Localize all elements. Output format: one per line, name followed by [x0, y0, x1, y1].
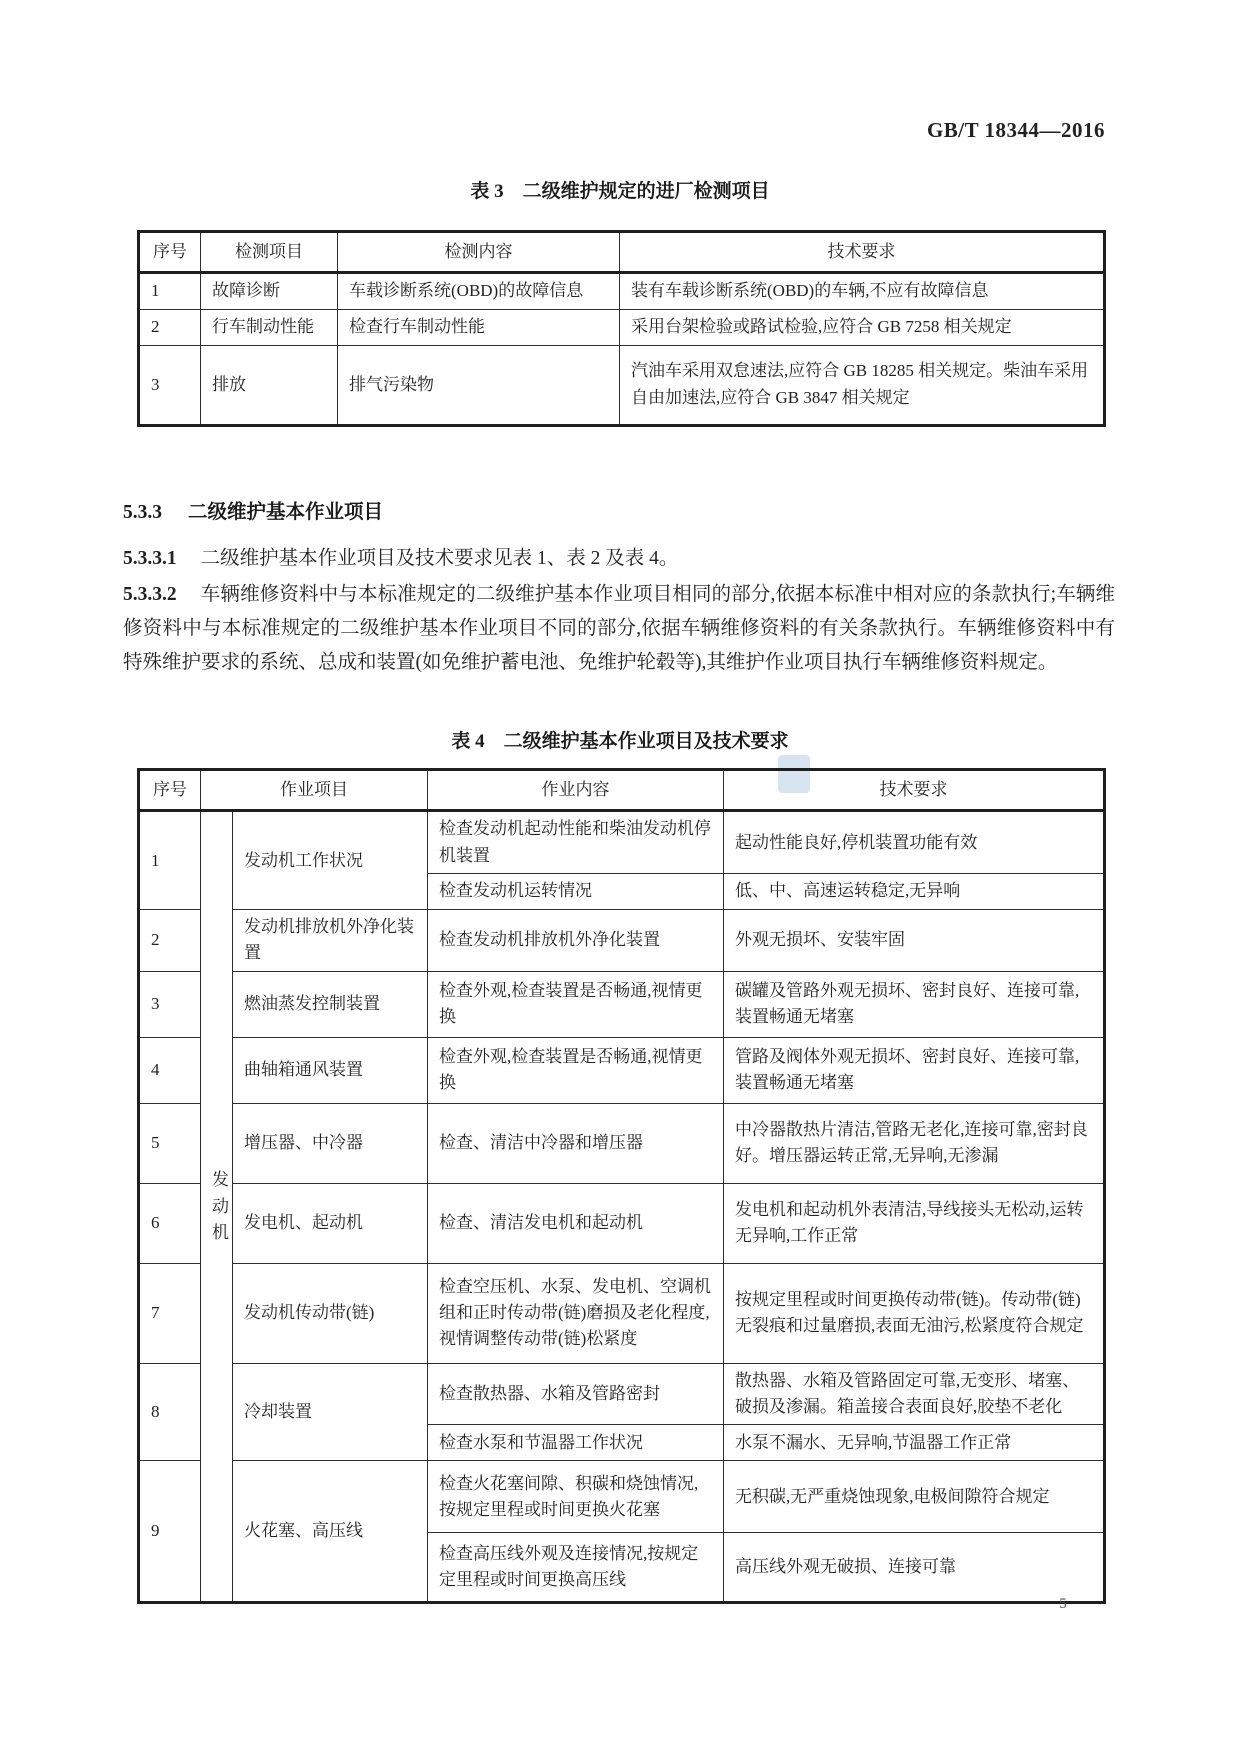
table-row	[139, 345, 1105, 425]
table-row	[139, 273, 1105, 309]
cell-content: 检查发动机运转情况	[428, 874, 724, 910]
column-header-no: 序号	[139, 770, 201, 811]
cell-content: 检查水泵和节温器工作状况	[428, 1425, 724, 1461]
clause-number: 5.3.3.2	[123, 584, 177, 605]
cell-content: 检查高压线外观及连接情况,按规定定里程或时间更换高压线	[428, 1533, 724, 1603]
cell-item: 行车制动性能	[201, 309, 338, 345]
table3-header-row	[139, 232, 1105, 273]
table-row	[139, 309, 1105, 345]
cell-no: 8	[139, 1363, 201, 1461]
clause-number: 5.3.3.1	[123, 548, 177, 569]
section-number: 5.3.3	[123, 502, 162, 523]
cell-requirement: 发电机和起动机外表清洁,导线接头无松动,运转无异响,工作正常	[724, 1183, 1105, 1263]
cell-content: 检查、清洁发电机和起动机	[428, 1183, 724, 1263]
cell-content: 检查行车制动性能	[338, 309, 620, 345]
cell-content: 检查火花塞间隙、积碳和烧蚀情况,按规定里程或时间更换火花塞	[428, 1461, 724, 1533]
table-row	[139, 971, 1105, 1037]
cell-no: 6	[139, 1183, 201, 1263]
table-row	[139, 1363, 1105, 1425]
column-header-project: 作业项目	[201, 770, 428, 811]
standard-number: GB/T 18344—2016	[926, 118, 1105, 142]
cell-item: 排放	[201, 345, 338, 425]
cell-no: 5	[139, 1103, 201, 1183]
section-title: 二级维护基本作业项目	[188, 502, 384, 523]
clause-text: 二级维护基本作业项目及技术要求见表 1、表 2 及表 4。	[200, 548, 679, 569]
table3-title: 表 3 二级维护规定的进厂检测项目	[470, 181, 770, 202]
cell-content: 检查散热器、水箱及管路密封	[428, 1363, 724, 1425]
cell-no: 9	[139, 1461, 201, 1603]
table-row	[139, 811, 1105, 874]
cell-no: 2	[139, 309, 201, 345]
paragraph-5331	[123, 542, 1115, 576]
cell-requirement: 管路及阀体外观无损坏、密封良好、连接可靠,装置畅通无堵塞	[724, 1037, 1105, 1103]
clause-text: 车辆维修资料中与本标准规定的二级维护基本作业项目相同的部分,依据本标准中相对应的条款执行;车辆维修资料中与本标准规定的二级维护基本作业项目不同的部分,依据车辆维修资料的有关条款执行。车辆维修资料中有特殊维护要求的系统、总成和装置(如免维护蓄电池、免维护轮毂等),其维护作业项目执行车辆维修资料规定。	[123, 584, 1115, 673]
cell-project: 增压器、中冷器	[233, 1103, 428, 1183]
cell-requirement: 高压线外观无破损、连接可靠	[724, 1533, 1105, 1603]
cell-requirement: 低、中、高速运转稳定,无异响	[724, 874, 1105, 910]
cell-no: 1	[139, 811, 201, 910]
page-number: 5	[1059, 1596, 1067, 1612]
table-row	[139, 1037, 1105, 1103]
cell-no: 7	[139, 1263, 201, 1363]
cell-no: 2	[139, 910, 201, 972]
cell-content: 检查发动机起动性能和柴油发动机停机装置	[428, 811, 724, 874]
cell-category: 发动机	[201, 811, 233, 1603]
column-header-content: 检测内容	[338, 232, 620, 273]
cell-content: 检查空压机、水泵、发电机、空调机组和正时传动带(链)磨损及老化程度,视情调整传动带(链)松紧度	[428, 1263, 724, 1363]
table4-title: 表 4 二级维护基本作业项目及技术要求	[451, 731, 789, 752]
cell-content: 检查外观,检查装置是否畅通,视情更换	[428, 1037, 724, 1103]
column-header-content: 作业内容	[428, 770, 724, 811]
cell-requirement: 采用台架检验或路试检验,应符合 GB 7258 相关规定	[620, 309, 1105, 345]
cell-project: 火花塞、高压线	[233, 1461, 428, 1603]
table3	[137, 230, 1106, 427]
column-header-req: 技术要求	[620, 232, 1105, 273]
table-row	[139, 1461, 1105, 1533]
cell-project: 发动机工作状况	[233, 811, 428, 910]
cell-no: 3	[139, 971, 201, 1037]
cell-project: 发动机排放机外净化装置	[233, 910, 428, 972]
table-row	[139, 1263, 1105, 1363]
cell-project: 发动机传动带(链)	[233, 1263, 428, 1363]
cell-content: 检查外观,检查装置是否畅通,视情更换	[428, 971, 724, 1037]
cell-project: 冷却装置	[233, 1363, 428, 1461]
cell-requirement: 起动性能良好,停机装置功能有效	[724, 811, 1105, 874]
cell-requirement: 装有车载诊断系统(OBD)的车辆,不应有故障信息	[620, 273, 1105, 309]
column-header-item: 检测项目	[201, 232, 338, 273]
cell-content: 检查发动机排放机外净化装置	[428, 910, 724, 972]
table-row	[139, 1103, 1105, 1183]
section-heading	[123, 496, 383, 524]
cell-requirement: 汽油车采用双怠速法,应符合 GB 18285 相关规定。柴油车采用自由加速法,应符合 GB 3847 相关规定	[620, 345, 1105, 425]
cell-content: 检查、清洁中冷器和增压器	[428, 1103, 724, 1183]
cell-project: 曲轴箱通风装置	[233, 1037, 428, 1103]
cell-requirement: 水泵不漏水、无异响,节温器工作正常	[724, 1425, 1105, 1461]
cell-requirement: 碳罐及管路外观无损坏、密封良好、连接可靠,装置畅通无堵塞	[724, 971, 1105, 1037]
table4	[137, 768, 1106, 1604]
cell-project: 燃油蒸发控制装置	[233, 971, 428, 1037]
cell-requirement: 外观无损坏、安装牢固	[724, 910, 1105, 972]
cell-content: 排气污染物	[338, 345, 620, 425]
cell-no: 4	[139, 1037, 201, 1103]
cell-no: 3	[139, 345, 201, 425]
table4-header-row	[139, 770, 1105, 811]
column-header-req: 技术要求	[724, 770, 1105, 811]
cell-requirement: 中冷器散热片清洁,管路无老化,连接可靠,密封良好。增压器运转正常,无异响,无渗漏	[724, 1103, 1105, 1183]
column-header-no: 序号	[139, 232, 201, 273]
paragraph-5332	[123, 578, 1115, 680]
cell-requirement: 按规定里程或时间更换传动带(链)。传动带(链)无裂痕和过量磨损,表面无油污,松紧度符合规定	[724, 1263, 1105, 1363]
cell-requirement: 无积碳,无严重烧蚀现象,电极间隙符合规定	[724, 1461, 1105, 1533]
table-row	[139, 1183, 1105, 1263]
cell-item: 故障诊断	[201, 273, 338, 309]
cell-no: 1	[139, 273, 201, 309]
cell-project: 发电机、起动机	[233, 1183, 428, 1263]
cell-requirement: 散热器、水箱及管路固定可靠,无变形、堵塞、破损及渗漏。箱盖接合表面良好,胶垫不老化	[724, 1363, 1105, 1425]
cell-content: 车载诊断系统(OBD)的故障信息	[338, 273, 620, 309]
table-row	[139, 910, 1105, 972]
